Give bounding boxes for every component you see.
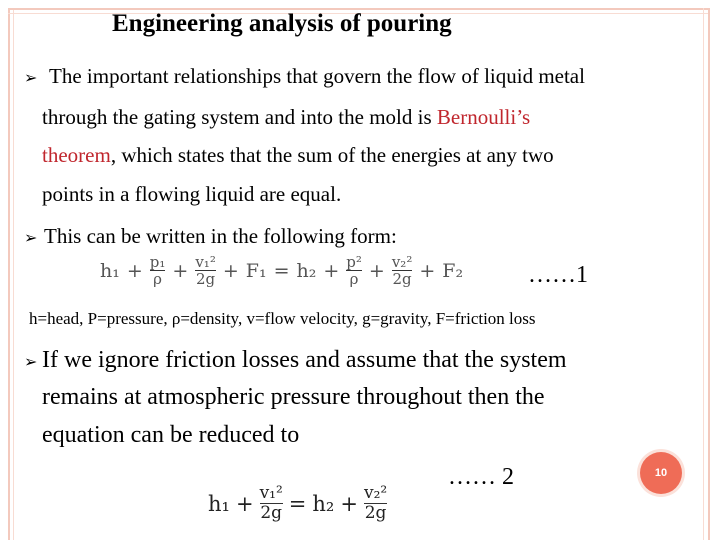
eq1-F1: F₁ <box>245 259 267 282</box>
bullet1-line2-text: through the gating system and into the mold is <box>42 105 437 129</box>
frame-left-inner <box>13 8 14 540</box>
eq1-v1sq: v₁² <box>195 253 216 271</box>
bullet1-line1: The important relationships that govern the flow of liquid metal <box>49 64 585 88</box>
equation-2 <box>208 484 387 523</box>
eq2-h1: h₁ <box>208 491 230 516</box>
slide-title: Engineering analysis of pouring <box>112 10 452 37</box>
eq1-p1: p₁ <box>149 253 166 271</box>
highlight-bernoulli: Bernoulli’s <box>436 105 531 129</box>
arrow-bullet-icon: ➢ <box>24 70 38 87</box>
page-number-badge: 10 <box>640 452 682 494</box>
eq1-v2-over-2g <box>392 254 413 287</box>
eq2-v2sq: v₂² <box>363 483 388 503</box>
eq2-h2: h₂ <box>312 491 335 516</box>
eq1-h2: h₂ <box>296 259 317 282</box>
eq1-plus: + <box>126 259 143 282</box>
eq2-2g: 2g <box>260 503 283 523</box>
bullet1-line3-text: , which states that the sum of the energies at any two <box>110 143 554 167</box>
eq2-plus: + <box>235 491 254 516</box>
bullet3-line1: If we ignore friction losses and assume that the system <box>42 347 567 373</box>
eq1-2g: 2g <box>392 270 412 288</box>
eq1-h1: h₁ <box>100 259 120 282</box>
eq2-v1-over-2g <box>260 484 283 523</box>
arrow-bullet-icon: ➢ <box>24 230 38 247</box>
eq2-2g: 2g <box>364 503 387 523</box>
eq1-p2: p² <box>346 253 362 271</box>
variable-legend: h=head, P=pressure, ρ=density, v=flow velocity, g=gravity, F=friction loss <box>29 309 536 328</box>
equation-1-number: ……1 <box>528 262 588 288</box>
eq2-plus: + <box>340 491 358 516</box>
eq1-p2-over-rho <box>346 254 362 287</box>
eq2-v1sq: v₁² <box>259 483 283 503</box>
eq1-F2: F₂ <box>442 259 464 282</box>
eq1-plus: + <box>172 259 189 282</box>
eq1-rho: ρ <box>153 270 162 288</box>
eq1-rho: ρ <box>349 270 359 288</box>
eq1-p1-over-rho <box>150 254 166 287</box>
eq1-plus: + <box>222 259 239 282</box>
frame-right-inner <box>703 8 704 540</box>
bullet1-line3 <box>42 135 554 176</box>
equation-2-number: …… 2 <box>448 464 514 490</box>
arrow-bullet-icon: ➢ <box>24 354 38 371</box>
bullet1-line2 <box>42 97 530 138</box>
equation-1 <box>100 254 463 287</box>
bullet3-line2: remains at atmospheric pressure throughout then the <box>42 384 545 410</box>
eq2-equals: = <box>288 491 307 516</box>
highlight-theorem: theorem <box>42 143 111 167</box>
eq1-plus: + <box>323 259 340 282</box>
eq1-2g: 2g <box>196 270 216 288</box>
eq1-plus: + <box>419 259 436 282</box>
eq1-v1-over-2g <box>195 254 216 287</box>
eq1-plus: + <box>368 259 385 282</box>
eq1-equals: = <box>273 259 290 282</box>
bullet1-line4: points in a flowing liquid are equal. <box>42 182 342 206</box>
frame-left <box>8 8 10 540</box>
eq1-v2sq: v₂² <box>391 253 413 271</box>
frame-right <box>708 8 710 540</box>
bullet2-text: This can be written in the following form: <box>44 224 397 248</box>
eq2-v2-over-2g <box>364 484 387 523</box>
bullet3-line3: equation can be reduced to <box>42 422 300 448</box>
